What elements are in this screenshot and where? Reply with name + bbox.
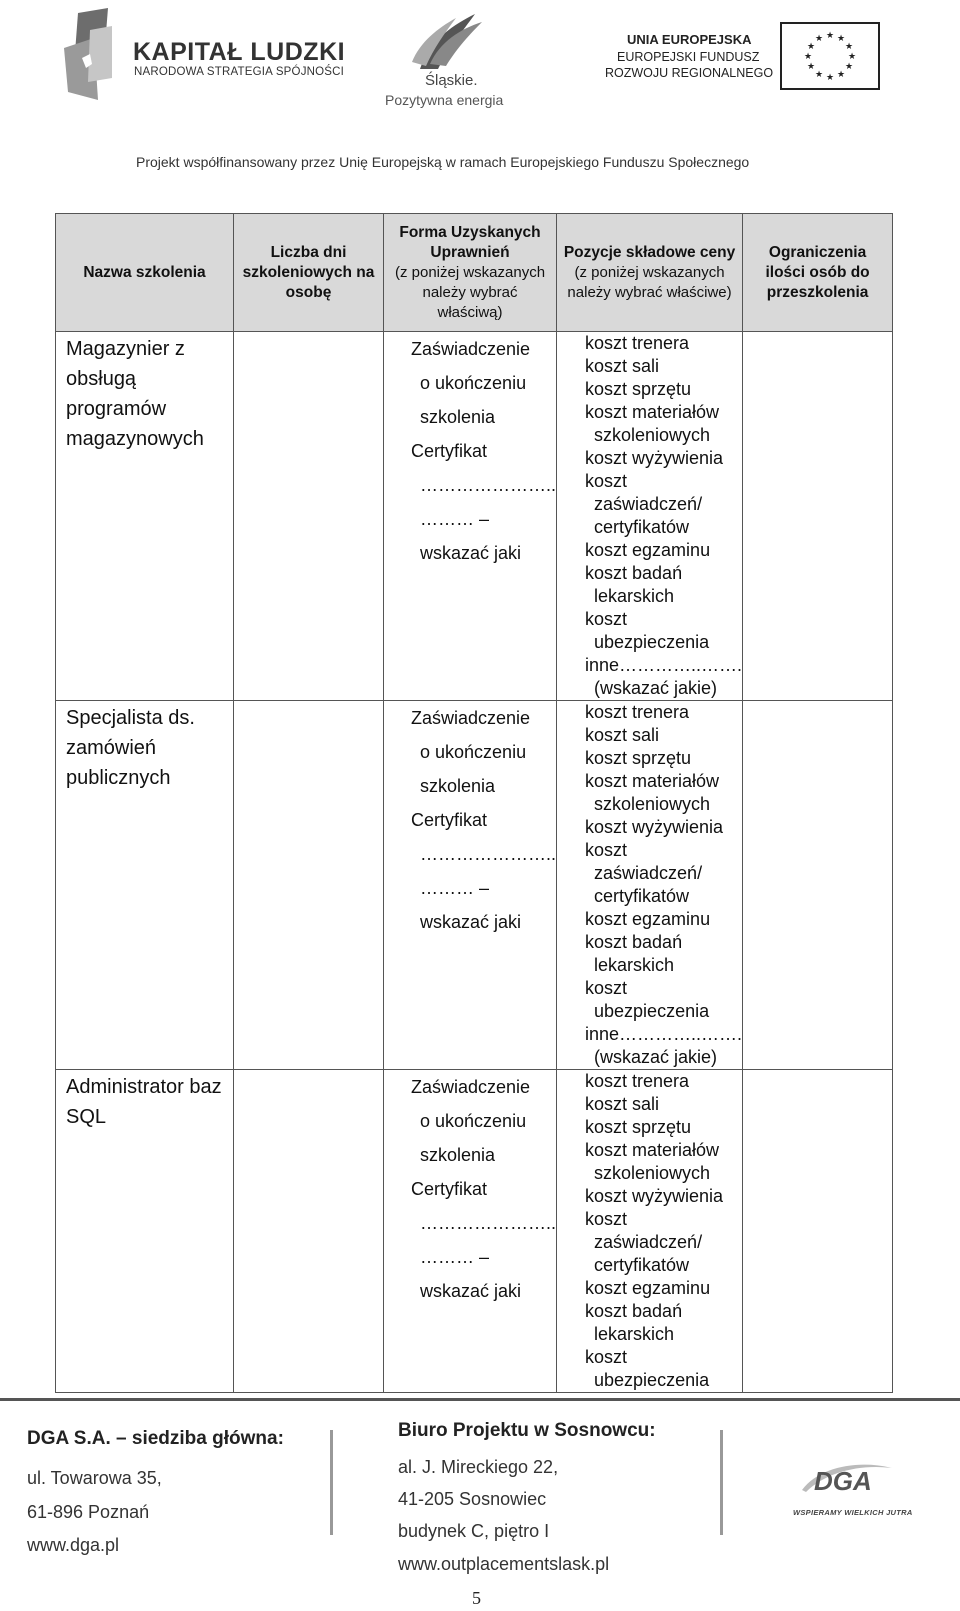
- svg-text:★: ★: [814, 34, 824, 44]
- footer-separator: [720, 1430, 723, 1535]
- ue-title: UNIA EUROPEJSKA: [627, 32, 752, 47]
- office-title: Biuro Projektu w Sosnowcu:: [398, 1420, 656, 1441]
- company-address-street: ul. Towarowa 35,: [27, 1468, 162, 1488]
- table-row: [56, 1070, 893, 1393]
- svg-text:★: ★: [825, 73, 835, 83]
- training-days: [234, 701, 384, 1070]
- training-name: Specjalista ds. zamówień publicznych: [56, 701, 234, 1070]
- training-days: [234, 332, 384, 701]
- form-options: Zaświadczenie o ukończeniu szkolenia Certyfikat ………………….. ……… – wskazać jaki: [384, 1070, 557, 1393]
- project-cofinancing-line: Projekt współfinansowany przez Unię Europejską w ramach Europejskiego Funduszu Społecznego: [136, 154, 750, 170]
- form-options: Zaświadczenie o ukończeniu szkolenia Certyfikat ………………….. ……… – wskazać jaki: [384, 332, 557, 701]
- svg-text:★: ★: [836, 34, 846, 44]
- header-limit: Ograniczenia ilości osób do przeszkolenia: [743, 214, 893, 332]
- svg-text:★: ★: [836, 70, 846, 80]
- slaskie-tagline: Pozytywna energia: [385, 92, 504, 108]
- office-address-street: al. J. Mireckiego 22,: [398, 1457, 559, 1477]
- table-row: [56, 701, 893, 1070]
- dga-logo: [800, 1458, 896, 1498]
- svg-text:★: ★: [847, 52, 857, 62]
- ue-fund-line1: EUROPEJSKI FUNDUSZ: [617, 50, 760, 64]
- office-address-building: budynek C, piętro I: [398, 1521, 550, 1541]
- slaskie-name: Śląskie.: [425, 72, 478, 89]
- page-footer: [0, 1400, 960, 1611]
- training-limit: [743, 1070, 893, 1393]
- office-website[interactable]: www.outplacementslask.pl: [398, 1554, 610, 1574]
- svg-text:DGA: DGA: [814, 1466, 872, 1496]
- price-items: koszt trenera koszt sali koszt sprzętu koszt materiałów szkoleniowych koszt wyżywienia koszt zaświadczeń/ certyfikatów koszt egzaminu koszt badań lekarskich koszt ubezpieczenia inne…………..……. (wskazać jakie): [557, 701, 743, 1070]
- company-address-city: 61-896 Poznań: [27, 1502, 150, 1522]
- page-header: [0, 0, 960, 190]
- svg-text:★: ★: [806, 62, 816, 72]
- training-name: Magazynier z obsługą programów magazynowych: [56, 332, 234, 701]
- training-days: [234, 1070, 384, 1393]
- svg-text:★: ★: [825, 31, 835, 41]
- svg-text:★: ★: [803, 52, 813, 62]
- form-options: Zaświadczenie o ukończeniu szkolenia Certyfikat ………………….. ……… – wskazać jaki: [384, 701, 557, 1070]
- table-header-row: [56, 214, 893, 332]
- header-form: Forma Uzyskanych Uprawnień (z poniżej wskazanych należy wybrać właściwą): [384, 214, 557, 332]
- company-website[interactable]: www.dga.pl: [27, 1535, 120, 1555]
- office-address-city: 41-205 Sosnowiec: [398, 1489, 547, 1509]
- svg-text:★: ★: [844, 42, 854, 52]
- kapital-ludzki-title: KAPITAŁ LUDZKI: [133, 38, 346, 66]
- svg-text:★: ★: [844, 62, 854, 72]
- header-form-note: (z poniżej wskazanych należy wybrać właściwą): [394, 263, 546, 321]
- header-name: Nazwa szkolenia: [56, 214, 234, 332]
- price-items: koszt trenera koszt sali koszt sprzętu koszt materiałów szkoleniowych koszt wyżywienia koszt zaświadczeń/ certyfikatów koszt egzaminu koszt badań lekarskich koszt ubezpieczenia: [557, 1070, 743, 1393]
- header-days: Liczba dni szkoleniowych na osobę: [234, 214, 384, 332]
- training-limit: [743, 332, 893, 701]
- slaskie-logo: [400, 4, 490, 76]
- page-number: 5: [472, 1588, 481, 1608]
- kapital-ludzki-logo: [60, 8, 130, 100]
- company-name: DGA S.A. – siedziba główna:: [27, 1428, 284, 1449]
- header-price: Pozycje składowe ceny (z poniżej wskazanych należy wybrać właściwe): [557, 214, 743, 332]
- training-name: Administrator baz SQL: [56, 1070, 234, 1393]
- footer-separator: [330, 1430, 333, 1535]
- dga-tagline: WSPIERAMY WIELKICH JUTRA: [793, 1508, 913, 1517]
- training-table: [55, 213, 893, 1393]
- kapital-ludzki-subtitle: NARODOWA STRATEGIA SPÓJNOŚCI: [134, 66, 345, 78]
- price-items: koszt trenera koszt sali koszt sprzętu koszt materiałów szkoleniowych koszt wyżywienia koszt zaświadczeń/ certyfikatów koszt egzaminu koszt badań lekarskich koszt ubezpieczenia inne…………..……. (wskazać jakie): [557, 332, 743, 701]
- eu-flag-icon: [780, 22, 880, 90]
- svg-text:★: ★: [814, 70, 824, 80]
- ue-fund-line2: ROZWOJU REGIONALNEGO: [605, 66, 774, 80]
- header-price-note: (z poniżej wskazanych należy wybrać właściwe): [567, 263, 732, 301]
- svg-text:★: ★: [806, 42, 816, 52]
- training-limit: [743, 701, 893, 1070]
- table-row: [56, 332, 893, 701]
